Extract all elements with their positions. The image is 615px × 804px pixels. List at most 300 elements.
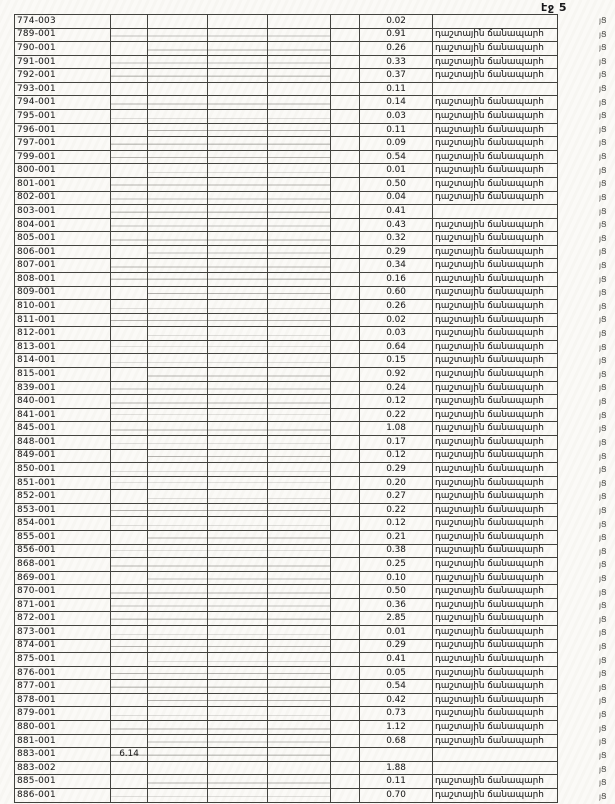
table-row xyxy=(15,680,558,694)
cell-col5 xyxy=(268,96,331,110)
cell-parcel-code: 793-001 xyxy=(15,82,111,96)
cell-parcel-code: 815-001 xyxy=(15,368,111,382)
table-row xyxy=(15,123,558,137)
cell-land-use-description: դաշտային ճանապարհ xyxy=(433,245,558,259)
table-row xyxy=(15,666,558,680)
cell-area-value: 0.64 xyxy=(360,340,433,354)
table-row xyxy=(15,408,558,422)
cell-col6 xyxy=(331,42,360,56)
cell-land-use-description: դաշտային ճանապարհ xyxy=(433,476,558,490)
table-row xyxy=(15,435,558,449)
edge-cutoff-text: յՑ xyxy=(599,220,607,230)
cell-area-value: 0.02 xyxy=(360,15,433,29)
cell-col3 xyxy=(148,205,208,219)
cell-col6 xyxy=(331,395,360,409)
cell-parcel-code: 856-001 xyxy=(15,544,111,558)
table-row xyxy=(15,422,558,436)
cell-parcel-code: 799-001 xyxy=(15,150,111,164)
edge-cutoff-text: յՑ xyxy=(599,642,607,652)
cell-col4 xyxy=(208,788,268,802)
cell-land-use-description xyxy=(433,82,558,96)
table-row xyxy=(15,544,558,558)
cell-parcel-code: 794-001 xyxy=(15,96,111,110)
cell-parcel-code: 886-001 xyxy=(15,788,111,802)
cell-area-value: 0.27 xyxy=(360,490,433,504)
cell-col2 xyxy=(111,82,148,96)
cell-col2 xyxy=(111,28,148,42)
cell-col6 xyxy=(331,218,360,232)
table-row xyxy=(15,42,558,56)
cell-col6 xyxy=(331,28,360,42)
cell-col5 xyxy=(268,164,331,178)
cell-col3 xyxy=(148,693,208,707)
cell-col4 xyxy=(208,191,268,205)
edge-cutoff-text: յՑ xyxy=(599,356,607,366)
cell-land-use-description: դաշտային ճանապարհ xyxy=(433,639,558,653)
cell-col6 xyxy=(331,544,360,558)
cell-col3 xyxy=(148,598,208,612)
cell-col4 xyxy=(208,286,268,300)
cell-col6 xyxy=(331,123,360,137)
cell-col3 xyxy=(148,395,208,409)
edge-cutoff-text: յՑ xyxy=(599,505,607,515)
cell-col5 xyxy=(268,517,331,531)
cell-col4 xyxy=(208,775,268,789)
table-row xyxy=(15,15,558,29)
table-row xyxy=(15,748,558,762)
cell-area-value: 0.92 xyxy=(360,368,433,382)
cell-parcel-code: 877-001 xyxy=(15,680,111,694)
table-row xyxy=(15,191,558,205)
cell-col3 xyxy=(148,490,208,504)
edge-cutoff-text: յՑ xyxy=(599,573,607,583)
edge-cutoff-text: յՑ xyxy=(599,29,607,39)
table-row xyxy=(15,463,558,477)
cell-col5 xyxy=(268,69,331,83)
cell-col3 xyxy=(148,368,208,382)
cell-area-value: 0.12 xyxy=(360,517,433,531)
cell-col2 xyxy=(111,422,148,436)
cell-col2 xyxy=(111,598,148,612)
edge-cutoff-text: յՑ xyxy=(599,682,607,692)
cell-col6 xyxy=(331,272,360,286)
cell-col2 xyxy=(111,721,148,735)
edge-cutoff-text: յՑ xyxy=(599,43,607,53)
cell-land-use-description: դաշտային ճանապարհ xyxy=(433,368,558,382)
cell-col4 xyxy=(208,490,268,504)
cell-col6 xyxy=(331,82,360,96)
cell-col6 xyxy=(331,517,360,531)
cell-area-value: 0.09 xyxy=(360,137,433,151)
cell-col2 xyxy=(111,150,148,164)
cell-col6 xyxy=(331,110,360,124)
edge-cutoff-text: յՑ xyxy=(599,397,607,407)
edge-cutoff-text: յՑ xyxy=(599,165,607,175)
cell-col2 xyxy=(111,463,148,477)
cell-col4 xyxy=(208,123,268,137)
cell-col2 xyxy=(111,123,148,137)
cell-col6 xyxy=(331,748,360,762)
cell-col5 xyxy=(268,626,331,640)
cell-col5 xyxy=(268,734,331,748)
cell-area-value: 0.01 xyxy=(360,164,433,178)
cell-col2 xyxy=(111,476,148,490)
cell-area-value: 0.41 xyxy=(360,205,433,219)
edge-cutoff-text: յՑ xyxy=(599,152,607,162)
edge-cutoff-text: յՑ xyxy=(599,56,607,66)
cell-col5 xyxy=(268,55,331,69)
cell-col6 xyxy=(331,598,360,612)
edge-cutoff-text: յՑ xyxy=(599,437,607,447)
cell-col4 xyxy=(208,395,268,409)
cell-parcel-code: 880-001 xyxy=(15,721,111,735)
cell-col3 xyxy=(148,476,208,490)
edge-cutoff-text: յՑ xyxy=(599,601,607,611)
cell-col3 xyxy=(148,150,208,164)
cell-area-value: 0.73 xyxy=(360,707,433,721)
cell-area-value: 0.22 xyxy=(360,408,433,422)
cell-col2 xyxy=(111,205,148,219)
table-row xyxy=(15,734,558,748)
cell-col4 xyxy=(208,381,268,395)
cell-col3 xyxy=(148,191,208,205)
table-row xyxy=(15,571,558,585)
cell-col4 xyxy=(208,164,268,178)
cell-col5 xyxy=(268,259,331,273)
cell-col4 xyxy=(208,82,268,96)
cell-col5 xyxy=(268,571,331,585)
edge-cutoff-text: յՑ xyxy=(599,587,607,597)
edge-cutoff-text: յՑ xyxy=(599,111,607,121)
edge-cutoff-text: յՑ xyxy=(599,723,607,733)
cell-area-value xyxy=(360,748,433,762)
cell-parcel-code: 885-001 xyxy=(15,775,111,789)
cell-land-use-description xyxy=(433,748,558,762)
edge-cutoff-text: յՑ xyxy=(599,16,607,25)
cell-col2 xyxy=(111,272,148,286)
cell-col2 xyxy=(111,707,148,721)
cell-col6 xyxy=(331,164,360,178)
cell-col4 xyxy=(208,368,268,382)
cell-col5 xyxy=(268,680,331,694)
cell-area-value: 0.10 xyxy=(360,571,433,585)
cell-col2 xyxy=(111,490,148,504)
cell-col5 xyxy=(268,272,331,286)
cell-parcel-code: 813-001 xyxy=(15,340,111,354)
cell-area-value: 0.29 xyxy=(360,463,433,477)
edge-cutoff-text: յՑ xyxy=(599,206,607,216)
cell-col3 xyxy=(148,734,208,748)
cell-col4 xyxy=(208,598,268,612)
table-row xyxy=(15,218,558,232)
cell-land-use-description: դաշտային ճանապարհ xyxy=(433,653,558,667)
cell-parcel-code: 812-001 xyxy=(15,327,111,341)
cell-land-use-description: դաշտային ճանապարհ xyxy=(433,490,558,504)
page-number: էջ 5 xyxy=(541,1,567,14)
cell-land-use-description: դաշտային ճանապարհ xyxy=(433,775,558,789)
cell-col4 xyxy=(208,503,268,517)
table-row xyxy=(15,137,558,151)
table-row xyxy=(15,775,558,789)
cell-col2 xyxy=(111,96,148,110)
cell-col4 xyxy=(208,449,268,463)
table-row xyxy=(15,707,558,721)
cell-col5 xyxy=(268,191,331,205)
cell-parcel-code: 874-001 xyxy=(15,639,111,653)
cell-col4 xyxy=(208,680,268,694)
cell-parcel-code: 854-001 xyxy=(15,517,111,531)
cell-area-value: 0.60 xyxy=(360,286,433,300)
cell-parcel-code: 796-001 xyxy=(15,123,111,137)
cell-col3 xyxy=(148,340,208,354)
cell-land-use-description: դաշտային ճանապարհ xyxy=(433,422,558,436)
cell-col4 xyxy=(208,761,268,775)
cell-col3 xyxy=(148,232,208,246)
cell-parcel-code: 795-001 xyxy=(15,110,111,124)
cell-parcel-code: 848-001 xyxy=(15,435,111,449)
edge-cutoff-text: յՑ xyxy=(599,628,607,638)
cell-area-value: 2.85 xyxy=(360,612,433,626)
cell-col4 xyxy=(208,571,268,585)
cell-parcel-code: 804-001 xyxy=(15,218,111,232)
table-row xyxy=(15,177,558,191)
cell-parcel-code: 871-001 xyxy=(15,598,111,612)
cell-col3 xyxy=(148,82,208,96)
cell-col6 xyxy=(331,721,360,735)
cell-col4 xyxy=(208,245,268,259)
cell-col3 xyxy=(148,408,208,422)
cell-col3 xyxy=(148,775,208,789)
cell-area-value: 1.08 xyxy=(360,422,433,436)
cell-col5 xyxy=(268,775,331,789)
cell-col5 xyxy=(268,707,331,721)
cell-col3 xyxy=(148,530,208,544)
cell-col6 xyxy=(331,639,360,653)
cell-parcel-code: 805-001 xyxy=(15,232,111,246)
cell-area-value: 0.50 xyxy=(360,585,433,599)
table-row xyxy=(15,558,558,572)
cell-land-use-description: դաշտային ճանապարհ xyxy=(433,585,558,599)
table-row xyxy=(15,96,558,110)
cell-col3 xyxy=(148,653,208,667)
cell-col3 xyxy=(148,517,208,531)
edge-cutoff-text: յՑ xyxy=(599,383,607,393)
table-row xyxy=(15,164,558,178)
cell-col2 xyxy=(111,517,148,531)
cell-col6 xyxy=(331,69,360,83)
cell-col6 xyxy=(331,150,360,164)
cell-col2 xyxy=(111,503,148,517)
table-row xyxy=(15,28,558,42)
edge-cutoff-text: յՑ xyxy=(599,710,607,720)
cell-col4 xyxy=(208,693,268,707)
cell-col6 xyxy=(331,666,360,680)
cell-col2 xyxy=(111,313,148,327)
cell-land-use-description: դաշտային ճանապարհ xyxy=(433,721,558,735)
cell-col6 xyxy=(331,653,360,667)
cell-col4 xyxy=(208,110,268,124)
table-row xyxy=(15,449,558,463)
edge-cutoff-text: յՑ xyxy=(599,260,607,270)
cell-col5 xyxy=(268,449,331,463)
cell-col3 xyxy=(148,435,208,449)
cell-col3 xyxy=(148,245,208,259)
cell-land-use-description: դաշտային ճանապարհ xyxy=(433,96,558,110)
table-row xyxy=(15,368,558,382)
cell-col2 xyxy=(111,626,148,640)
cell-col2 xyxy=(111,449,148,463)
cell-area-value: 0.16 xyxy=(360,272,433,286)
cell-col6 xyxy=(331,422,360,436)
cell-area-value: 0.34 xyxy=(360,259,433,273)
edge-cutoff-text: յՑ xyxy=(599,655,607,665)
cell-col4 xyxy=(208,205,268,219)
cell-col3 xyxy=(148,626,208,640)
cadastral-parcel-table xyxy=(14,14,558,803)
cell-col4 xyxy=(208,28,268,42)
cell-col6 xyxy=(331,612,360,626)
cell-area-value: 0.42 xyxy=(360,693,433,707)
cell-col6 xyxy=(331,626,360,640)
cell-area-value: 0.03 xyxy=(360,327,433,341)
cell-col5 xyxy=(268,42,331,56)
table-row xyxy=(15,300,558,314)
cell-col3 xyxy=(148,272,208,286)
cell-col3 xyxy=(148,69,208,83)
cell-col4 xyxy=(208,340,268,354)
cell-land-use-description: դաշտային ճանապարհ xyxy=(433,707,558,721)
cell-col5 xyxy=(268,327,331,341)
table-row xyxy=(15,476,558,490)
cell-col6 xyxy=(331,788,360,802)
cell-col6 xyxy=(331,449,360,463)
edge-cutoff-text: յՑ xyxy=(599,274,607,284)
cell-col6 xyxy=(331,490,360,504)
cell-col3 xyxy=(148,612,208,626)
cell-col4 xyxy=(208,653,268,667)
edge-cutoff-text: յՑ xyxy=(599,451,607,461)
cell-col2 xyxy=(111,693,148,707)
cell-col6 xyxy=(331,245,360,259)
cell-land-use-description: դաշտային ճանապարհ xyxy=(433,110,558,124)
table-row xyxy=(15,788,558,802)
cell-land-use-description: դաշտային ճանապարհ xyxy=(433,191,558,205)
cell-parcel-code: 814-001 xyxy=(15,354,111,368)
cell-col2 xyxy=(111,300,148,314)
cell-col5 xyxy=(268,761,331,775)
cell-col3 xyxy=(148,110,208,124)
cell-land-use-description: դաշտային ճանապարհ xyxy=(433,463,558,477)
cell-land-use-description: դաշտային ճանապարհ xyxy=(433,28,558,42)
cell-col2 xyxy=(111,558,148,572)
cell-area-value: 0.68 xyxy=(360,734,433,748)
cell-land-use-description: դաշտային ճանապարհ xyxy=(433,313,558,327)
cell-col5 xyxy=(268,205,331,219)
cell-col4 xyxy=(208,354,268,368)
cell-land-use-description: դաշտային ճանապարհ xyxy=(433,612,558,626)
edge-cutoff-text: յՑ xyxy=(599,288,607,298)
cell-col6 xyxy=(331,177,360,191)
cell-area-value: 0.70 xyxy=(360,788,433,802)
cell-col3 xyxy=(148,639,208,653)
cell-col4 xyxy=(208,585,268,599)
cell-col6 xyxy=(331,191,360,205)
table-row xyxy=(15,205,558,219)
cell-area-value: 0.26 xyxy=(360,300,433,314)
cell-land-use-description: դաշտային ճանապարհ xyxy=(433,503,558,517)
cell-col4 xyxy=(208,435,268,449)
cell-col5 xyxy=(268,232,331,246)
table-row xyxy=(15,626,558,640)
cell-col3 xyxy=(148,707,208,721)
table-row xyxy=(15,55,558,69)
cell-col5 xyxy=(268,503,331,517)
edge-cutoff-text: յՑ xyxy=(599,492,607,502)
table-row xyxy=(15,245,558,259)
table-row xyxy=(15,313,558,327)
cell-col5 xyxy=(268,435,331,449)
cell-area-value: 0.05 xyxy=(360,666,433,680)
cell-land-use-description xyxy=(433,205,558,219)
cell-col6 xyxy=(331,734,360,748)
cell-col4 xyxy=(208,259,268,273)
cell-area-value: 0.03 xyxy=(360,110,433,124)
cell-area-value: 0.36 xyxy=(360,598,433,612)
cell-area-value: 0.15 xyxy=(360,354,433,368)
cell-land-use-description: դաշտային ճանապարհ xyxy=(433,150,558,164)
cell-parcel-code: 852-001 xyxy=(15,490,111,504)
cell-col4 xyxy=(208,612,268,626)
cell-col2 xyxy=(111,354,148,368)
cell-land-use-description: դաշտային ճանապարհ xyxy=(433,381,558,395)
edge-cutoff-text: յՑ xyxy=(599,192,607,202)
cell-parcel-code: 841-001 xyxy=(15,408,111,422)
edge-cutoff-text: յՑ xyxy=(599,614,607,624)
table-row xyxy=(15,530,558,544)
cell-col3 xyxy=(148,15,208,29)
cell-land-use-description xyxy=(433,761,558,775)
cell-col6 xyxy=(331,707,360,721)
edge-cutoff-text: յՑ xyxy=(599,247,607,257)
table-row xyxy=(15,259,558,273)
cell-area-value: 0.54 xyxy=(360,150,433,164)
cell-parcel-code: 789-001 xyxy=(15,28,111,42)
cell-area-value: 0.91 xyxy=(360,28,433,42)
cell-col2 xyxy=(111,218,148,232)
edge-cutoff-text: յՑ xyxy=(599,233,607,243)
edge-cutoff-text: յՑ xyxy=(599,546,607,556)
cell-col2 xyxy=(111,191,148,205)
cell-col5 xyxy=(268,463,331,477)
cell-col4 xyxy=(208,463,268,477)
edge-cutoff-text: յՑ xyxy=(599,179,607,189)
cell-col4 xyxy=(208,15,268,29)
cell-col5 xyxy=(268,286,331,300)
cell-parcel-code: 839-001 xyxy=(15,381,111,395)
cell-col2 xyxy=(111,544,148,558)
edge-cutoff-text: յՑ xyxy=(599,533,607,543)
cell-col3 xyxy=(148,544,208,558)
cell-col4 xyxy=(208,150,268,164)
edge-cutoff-text: յՑ xyxy=(599,791,607,801)
cell-col5 xyxy=(268,368,331,382)
cell-col6 xyxy=(331,761,360,775)
cell-parcel-code: 851-001 xyxy=(15,476,111,490)
cell-col5 xyxy=(268,340,331,354)
cell-area-value: 0.32 xyxy=(360,232,433,246)
cell-col6 xyxy=(331,232,360,246)
edge-cutoff-text: յՑ xyxy=(599,410,607,420)
